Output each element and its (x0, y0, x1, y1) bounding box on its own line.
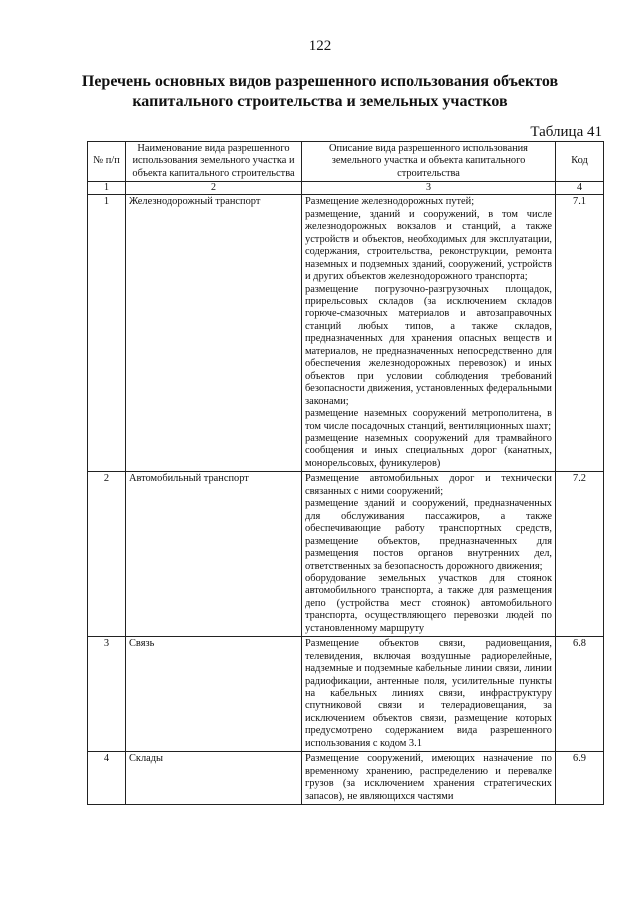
document-title-line-2: капитального строительства и земельных участков (132, 93, 508, 110)
row-description (302, 195, 556, 472)
document-title-line-1: Перечень основных видов разрешенного использования объектов (81, 73, 559, 90)
table-row (88, 472, 604, 637)
row-number: 1 (88, 195, 126, 472)
table-row (88, 752, 604, 805)
row-name: Связь (126, 637, 302, 752)
description-paragraph: Размещение объектов связи, радиовещания, телевидения, включая воздушные радиорелейные, надземные и подземные кабельные линии связи, линии радиофикации, антенные поля, усилительные пункты на кабельных линиях связи, инфраструктуру спутниковой связи и телерадиовещания, за исключением объектов связи, размещение которых предусмотрено содержанием вида разрешенного использования с кодом 3.1 (305, 638, 552, 749)
header-code: Код (556, 142, 604, 182)
description-paragraph: размещение, зданий и сооружений, в том числе железнодорожных вокзалов и станций, а также устройств и объектов, необходимых для эксплуатации, содержания, строительства, реконструкции, ремонта наземных и подземных зданий, сооружений, устройств и других объектов железнодорожного транспорта; (305, 208, 552, 283)
index-cell: 2 (126, 182, 302, 195)
table-row (88, 637, 604, 752)
description-paragraph: размещение наземных сооружений метрополитена, в том числе посадочных станций, вентиляционных шахт; (305, 408, 552, 432)
page-number: 122 (308, 38, 332, 54)
row-code: 6.8 (556, 637, 604, 752)
row-number: 3 (88, 637, 126, 752)
table-header-row (88, 142, 604, 182)
row-description (302, 752, 556, 805)
description-paragraph: Размещение железнодорожных путей; (305, 196, 475, 208)
row-code: 7.2 (556, 472, 604, 637)
header-num: № п/п (88, 142, 126, 182)
description-paragraph: Размещение сооружений, имеющих назначение по временному хранению, распределению и перевалке грузов (за исключением хранения стратегических запасов), не являющихся частями (305, 753, 552, 802)
description-paragraph: Размещение автомобильных дорог и технически связанных с ними сооружений; (305, 473, 552, 497)
index-cell: 1 (88, 182, 126, 195)
row-code: 7.1 (556, 195, 604, 472)
index-cell: 3 (302, 182, 556, 195)
row-description (302, 472, 556, 637)
document-title (60, 72, 580, 112)
description-paragraph: оборудование земельных участков для стоянок автомобильного транспорта, а также для размещения депо (устройства мест стоянок) автомобильного транспорта, осуществляющего перевозки людей по установленному маршруту (305, 572, 552, 634)
row-description (302, 637, 556, 752)
table-row (88, 195, 604, 472)
header-description: Описание вида разрешенного использования земельного участка и объекта капитального строительства (302, 142, 556, 182)
row-name: Железнодорожный транспорт (126, 195, 302, 472)
table-index-row (88, 182, 604, 195)
description-paragraph: размещение зданий и сооружений, предназначенных для обслуживания пассажиров, а также обеспечивающие работу транспортных средств, размещение объектов, предназначенных для размещения постов органов внутренних дел, ответственных за безопасность дорожного движения; (305, 498, 552, 572)
row-number: 2 (88, 472, 126, 637)
table-label: Таблица 41 (530, 124, 602, 140)
row-name: Автомобильный транспорт (126, 472, 302, 637)
row-name: Склады (126, 752, 302, 805)
description-paragraph: размещение наземных сооружений для трамвайного сообщения и иных специальных дорог (канатных, монорельсовых, фуникулеров) (305, 432, 552, 469)
header-name: Наименование вида разрешенного использования земельного участка и объекта капитального строительства (126, 142, 302, 182)
row-code: 6.9 (556, 752, 604, 805)
index-cell: 4 (556, 182, 604, 195)
description-paragraph: размещение погрузочно-разгрузочных площадок, прирельсовых складов (за исключением складов горюче-смазочных материалов и автозаправочных станций любых типов, а также складов, предназначенных для хранения опасных веществ и материалов, не предназначенных непосредственно для обеспечения железнодорожных перевозок) и иных объектов при условии соблюдения требований безопасности движения, установленных федеральными законами; (305, 283, 552, 407)
row-number: 4 (88, 752, 126, 805)
land-use-table (87, 141, 604, 805)
